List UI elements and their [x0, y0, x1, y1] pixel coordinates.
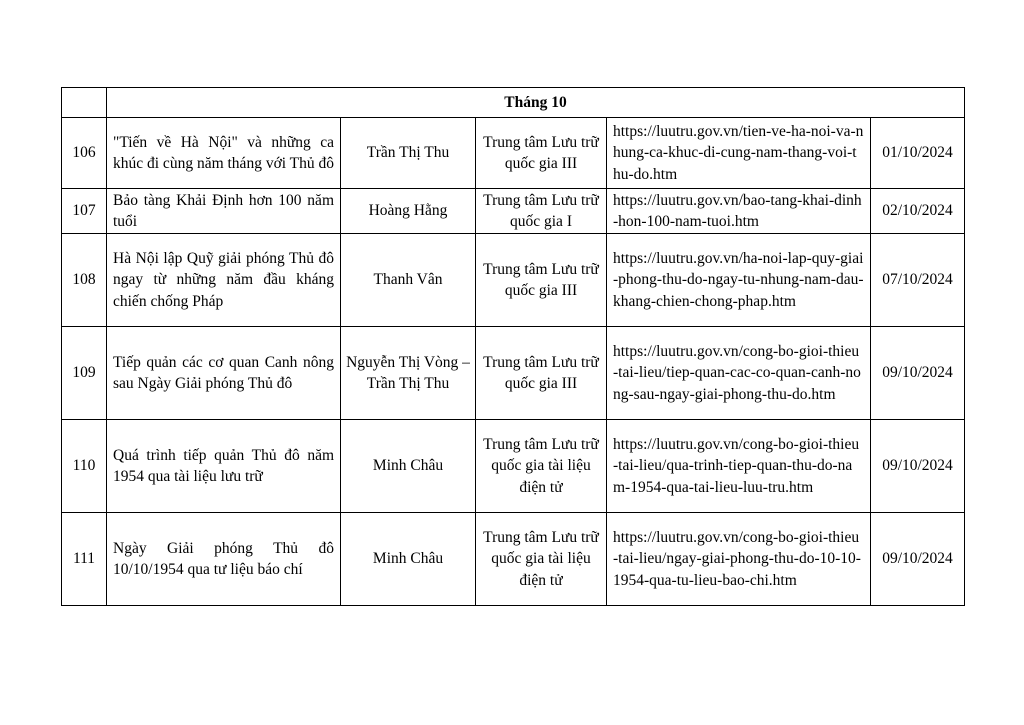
article-date: 02/10/2024 [871, 189, 965, 234]
article-url[interactable]: https://luutru.gov.vn/bao-tang-khai-dinh-hon-100-nam-tuoi.htm [607, 189, 871, 234]
article-author: Minh Châu [341, 420, 476, 513]
row-number: 107 [62, 189, 107, 234]
row-number: 106 [62, 118, 107, 189]
article-title: Tiếp quản các cơ quan Canh nông sau Ngày Giải phóng Thủ đô [107, 327, 341, 420]
article-author: Minh Châu [341, 513, 476, 606]
article-organization: Trung tâm Lưu trữ quốc gia III [476, 118, 607, 189]
article-author: Nguyễn Thị Vòng – Trần Thị Thu [341, 327, 476, 420]
table-row [62, 420, 965, 513]
article-organization: Trung tâm Lưu trữ quốc gia tài liệu điện tử [476, 513, 607, 606]
article-title: "Tiến về Hà Nội" và những ca khúc đi cùng năm tháng với Thủ đô [107, 118, 341, 189]
article-author: Trần Thị Thu [341, 118, 476, 189]
article-url[interactable]: https://luutru.gov.vn/cong-bo-gioi-thieu-tai-lieu/qua-trinh-tiep-quan-thu-do-nam-1954-qua-tai-lieu-luu-tru.htm [607, 420, 871, 513]
article-author: Thanh Vân [341, 234, 476, 327]
table-row [62, 189, 965, 234]
article-title: Hà Nội lập Quỹ giải phóng Thủ đô ngay từ những năm đầu kháng chiến chống Pháp [107, 234, 341, 327]
article-url[interactable]: https://luutru.gov.vn/cong-bo-gioi-thieu-tai-lieu/tiep-quan-cac-co-quan-canh-nong-sau-ngay-giai-phong-thu-do.htm [607, 327, 871, 420]
row-number: 110 [62, 420, 107, 513]
article-author: Hoàng Hằng [341, 189, 476, 234]
article-date: 09/10/2024 [871, 420, 965, 513]
article-title: Bảo tàng Khải Định hơn 100 năm tuổi [107, 189, 341, 234]
article-url[interactable]: https://luutru.gov.vn/ha-noi-lap-quy-giai-phong-thu-do-ngay-tu-nhung-nam-dau-khang-chien-chong-phap.htm [607, 234, 871, 327]
article-url[interactable]: https://luutru.gov.vn/tien-ve-ha-noi-va-nhung-ca-khuc-di-cung-nam-thang-voi-thu-do.htm [607, 118, 871, 189]
article-organization: Trung tâm Lưu trữ quốc gia III [476, 234, 607, 327]
month-header-row [62, 88, 965, 118]
month-header: Tháng 10 [107, 88, 965, 118]
row-number: 111 [62, 513, 107, 606]
empty-cell [62, 88, 107, 118]
article-url[interactable]: https://luutru.gov.vn/cong-bo-gioi-thieu-tai-lieu/ngay-giai-phong-thu-do-10-10-1954-qua-tu-lieu-bao-chi.htm [607, 513, 871, 606]
table-row [62, 513, 965, 606]
table-row [62, 118, 965, 189]
article-title: Ngày Giải phóng Thủ đô 10/10/1954 qua tư liệu báo chí [107, 513, 341, 606]
articles-table [61, 87, 965, 606]
article-title: Quá trình tiếp quản Thủ đô năm 1954 qua tài liệu lưu trữ [107, 420, 341, 513]
row-number: 108 [62, 234, 107, 327]
article-date: 01/10/2024 [871, 118, 965, 189]
article-date: 09/10/2024 [871, 327, 965, 420]
article-date: 07/10/2024 [871, 234, 965, 327]
article-organization: Trung tâm Lưu trữ quốc gia I [476, 189, 607, 234]
table-row [62, 327, 965, 420]
article-organization: Trung tâm Lưu trữ quốc gia III [476, 327, 607, 420]
row-number: 109 [62, 327, 107, 420]
article-organization: Trung tâm Lưu trữ quốc gia tài liệu điện tử [476, 420, 607, 513]
table-row [62, 234, 965, 327]
article-date: 09/10/2024 [871, 513, 965, 606]
